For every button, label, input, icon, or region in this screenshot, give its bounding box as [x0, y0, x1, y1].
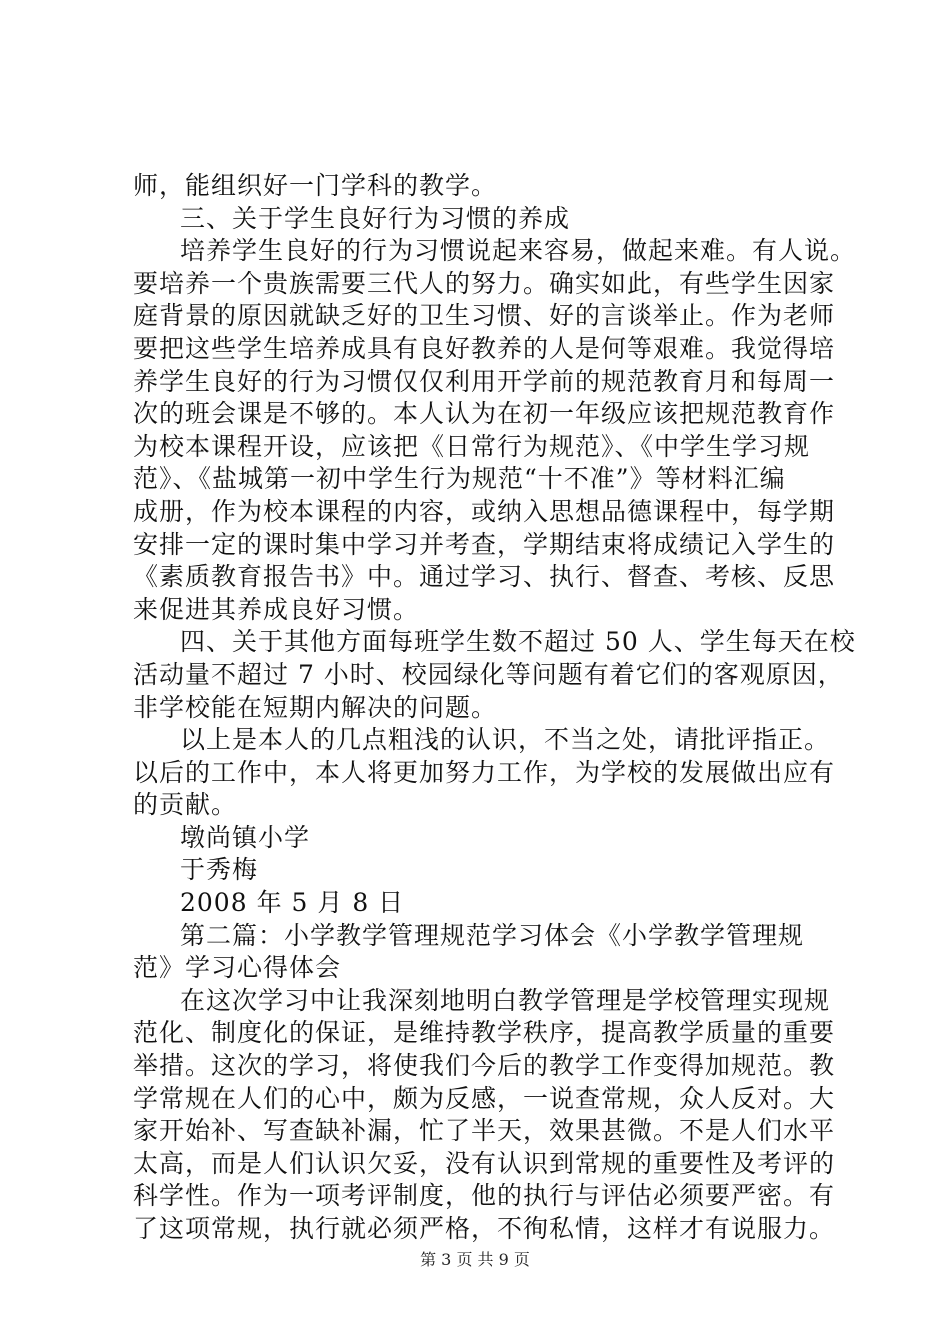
section-heading-continued: 范》学习心得体会 [133, 953, 342, 983]
text-line: 家开始补、写查缺补漏，忙了半天，效果甚微。不是人们水平 [133, 1116, 836, 1146]
page-number-footer: 第 3 页 共 9 页 [420, 1250, 530, 1269]
text-line: 的贡献。 [133, 790, 238, 820]
text-line: 次的班会课是不够的。本人认为在初一年级应该把规范教育作 [133, 399, 836, 429]
text-line: 师，能组织好一门学科的教学。 [133, 171, 498, 200]
text-line: 活动量不超过 7 小时、校园绿化等问题有着它们的客观原因， [133, 659, 844, 689]
section-heading: 第二篇：小学教学管理规范学习体会《小学教学管理规 [180, 920, 805, 950]
text-line: 《素质教育报告书》中。通过学习、执行、督查、考核、反思 [133, 562, 836, 592]
text-line: 培养学生良好的行为习惯说起来容易，做起来难。有人说。 [180, 236, 857, 266]
text-line: 非学校能在短期内解决的问题。 [133, 692, 498, 722]
text-line: 太高，而是人们认识欠妥，没有认识到常规的重要性及考评的 [133, 1148, 836, 1178]
signature-school: 墩尚镇小学 [180, 822, 311, 852]
text-line: 要把这些学生培养成具有良好教养的人是何等艰难。我觉得培 [133, 333, 836, 363]
text-line: 科学性。作为一项考评制度，他的执行与评估必须要严密。有 [133, 1181, 836, 1211]
text-line: 安排一定的课时集中学习并考查，学期结束将成绩记入学生的 [133, 529, 836, 559]
signature-date: 2008 年 5 月 8 日 [180, 888, 405, 918]
text-line: 以上是本人的几点粗浅的认识，不当之处，请批评指正。 [180, 725, 831, 755]
text-line: 为校本课程开设，应该把《日常行为规范》、《中学生学习规 [133, 431, 811, 461]
text-line: 来促进其养成良好习惯。 [133, 594, 420, 624]
text-line: 在这次学习中让我深刻地明白教学管理是学校管理实现规 [180, 985, 831, 1015]
text-line: 四、关于其他方面每班学生数不超过 50 人、学生每天在校 [180, 627, 856, 657]
text-line: 三、关于学生良好行为习惯的养成 [180, 203, 571, 233]
text-line: 以后的工作中，本人将更加努力工作，为学校的发展做出应有 [133, 757, 836, 787]
text-line: 范化、制度化的保证，是维持教学秩序，提高教学质量的重要 [133, 1018, 836, 1048]
text-line: 成册，作为校本课程的内容，或纳入思想品德课程中，每学期 [133, 496, 836, 526]
text-line: 了这项常规，执行就必须严格，不徇私情，这样才有说服力。 [133, 1214, 836, 1243]
signature-author: 于秀梅 [180, 855, 259, 885]
text-line: 举措。这次的学习，将使我们今后的教学工作变得加规范。教 [133, 1051, 836, 1081]
text-line: 学常规在人们的心中，颇为反感，一说查常规，众人反对。大 [133, 1083, 836, 1113]
text-line: 养学生良好的行为习惯仅仅利用开学前的规范教育月和每周一 [133, 366, 836, 396]
document-body [133, 170, 857, 1246]
text-line: 要培养一个贵族需要三代人的努力。确实如此，有些学生因家 [133, 268, 836, 298]
text-line: 范》、《盐城第一初中学生行为规范“十不准”》等材料汇编 [133, 464, 786, 494]
text-line: 庭背景的原因就缺乏好的卫生习惯、好的言谈举止。作为老师 [133, 301, 836, 331]
